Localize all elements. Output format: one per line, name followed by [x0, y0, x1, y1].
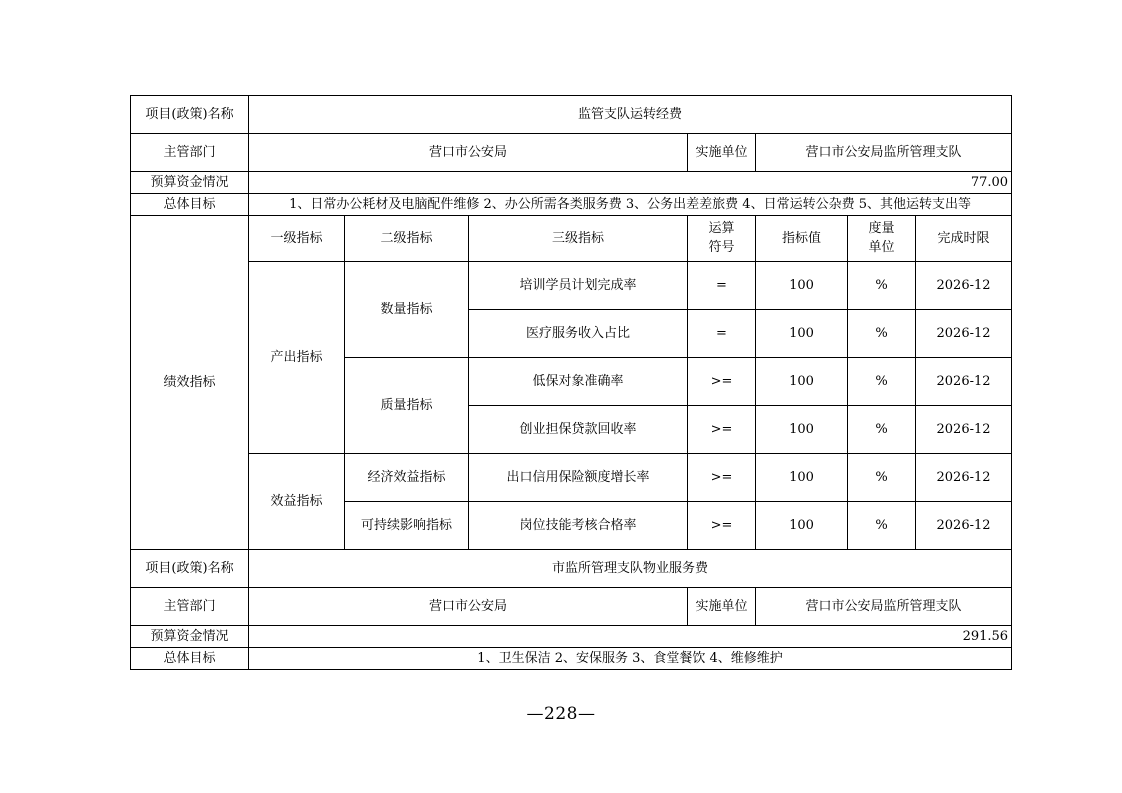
indicator-value: 100 — [756, 358, 848, 406]
project1-budget-row — [131, 172, 1012, 194]
header-unit — [848, 216, 916, 262]
table-row — [131, 454, 1012, 502]
indicator-operator: = — [688, 310, 756, 358]
indicator-name: 岗位技能考核合格率 — [469, 502, 688, 550]
page-number: —228— — [526, 704, 596, 724]
indicator-operator: >= — [688, 454, 756, 502]
project1-budget-label: 预算资金情况 — [131, 172, 249, 194]
table-row — [131, 262, 1012, 310]
indicator-value: 100 — [756, 502, 848, 550]
header-level3: 三级指标 — [469, 216, 688, 262]
indicator-operator: = — [688, 262, 756, 310]
perf-header-row — [131, 216, 1012, 262]
indicator-unit: % — [848, 358, 916, 406]
indicator-unit: % — [848, 406, 916, 454]
project2-goal-row — [131, 648, 1012, 670]
project2-dept-row — [131, 588, 1012, 626]
indicator-deadline: 2026-12 — [916, 262, 1012, 310]
project1-name: 监管支队运转经费 — [249, 96, 1012, 134]
project2-dept: 营口市公安局 — [249, 588, 688, 626]
project1-dept-label: 主管部门 — [131, 134, 249, 172]
header-value: 指标值 — [756, 216, 848, 262]
group-quality: 质量指标 — [345, 358, 469, 454]
project2-budget: 291.56 — [249, 626, 1012, 648]
indicator-deadline: 2026-12 — [916, 502, 1012, 550]
indicator-value: 100 — [756, 454, 848, 502]
header-operator-line1: 运算 — [708, 220, 735, 236]
group-economic: 经济效益指标 — [345, 454, 469, 502]
indicator-unit: % — [848, 454, 916, 502]
project1-impl: 营口市公安局监所管理支队 — [756, 134, 1012, 172]
project2-budget-row — [131, 626, 1012, 648]
group-quantity: 数量指标 — [345, 262, 469, 358]
project1-goal: 1、日常办公耗材及电脑配件维修 2、办公所需各类服务费 3、公务出差差旅费 4、日常运转公杂费 5、其他运转支出等 — [249, 194, 1012, 216]
project1-impl-label: 实施单位 — [688, 134, 756, 172]
project2-name: 市监所管理支队物业服务费 — [249, 550, 1012, 588]
project1-name-row — [131, 96, 1012, 134]
header-deadline: 完成时限 — [916, 216, 1012, 262]
indicator-value: 100 — [756, 406, 848, 454]
indicator-deadline: 2026-12 — [916, 358, 1012, 406]
indicator-unit: % — [848, 310, 916, 358]
project2-impl-label: 实施单位 — [688, 588, 756, 626]
indicator-deadline: 2026-12 — [916, 454, 1012, 502]
header-operator-line2: 符号 — [708, 239, 735, 255]
group-output: 产出指标 — [249, 262, 345, 454]
indicator-operator: >= — [688, 406, 756, 454]
project2-name-row — [131, 550, 1012, 588]
project1-goal-label: 总体目标 — [131, 194, 249, 216]
header-unit-line1: 度量 — [868, 220, 895, 236]
group-sustainable: 可持续影响指标 — [345, 502, 469, 550]
header-unit-line2: 单位 — [868, 239, 895, 255]
project2-goal-label: 总体目标 — [131, 648, 249, 670]
performance-table — [130, 95, 1012, 670]
indicator-name: 培训学员计划完成率 — [469, 262, 688, 310]
group-benefit: 效益指标 — [249, 454, 345, 550]
indicator-name: 低保对象准确率 — [469, 358, 688, 406]
indicator-deadline: 2026-12 — [916, 310, 1012, 358]
indicator-name: 医疗服务收入占比 — [469, 310, 688, 358]
indicator-unit: % — [848, 502, 916, 550]
project2-goal: 1、卫生保洁 2、安保服务 3、食堂餐饮 4、维修维护 — [249, 648, 1012, 670]
project2-impl: 营口市公安局监所管理支队 — [756, 588, 1012, 626]
indicator-unit: % — [848, 262, 916, 310]
project2-budget-label: 预算资金情况 — [131, 626, 249, 648]
project1-name-label: 项目(政策)名称 — [131, 96, 249, 134]
indicator-name: 出口信用保险额度增长率 — [469, 454, 688, 502]
indicator-deadline: 2026-12 — [916, 406, 1012, 454]
indicator-name: 创业担保贷款回收率 — [469, 406, 688, 454]
project1-budget: 77.00 — [249, 172, 1012, 194]
project2-name-label: 项目(政策)名称 — [131, 550, 249, 588]
perf-label: 绩效指标 — [131, 216, 249, 550]
indicator-value: 100 — [756, 262, 848, 310]
project1-dept-row — [131, 134, 1012, 172]
project1-dept: 营口市公安局 — [249, 134, 688, 172]
project1-goal-row — [131, 194, 1012, 216]
indicator-operator: >= — [688, 358, 756, 406]
header-level1: 一级指标 — [249, 216, 345, 262]
indicator-operator: >= — [688, 502, 756, 550]
project2-dept-label: 主管部门 — [131, 588, 249, 626]
header-operator — [688, 216, 756, 262]
indicator-value: 100 — [756, 310, 848, 358]
header-level2: 二级指标 — [345, 216, 469, 262]
